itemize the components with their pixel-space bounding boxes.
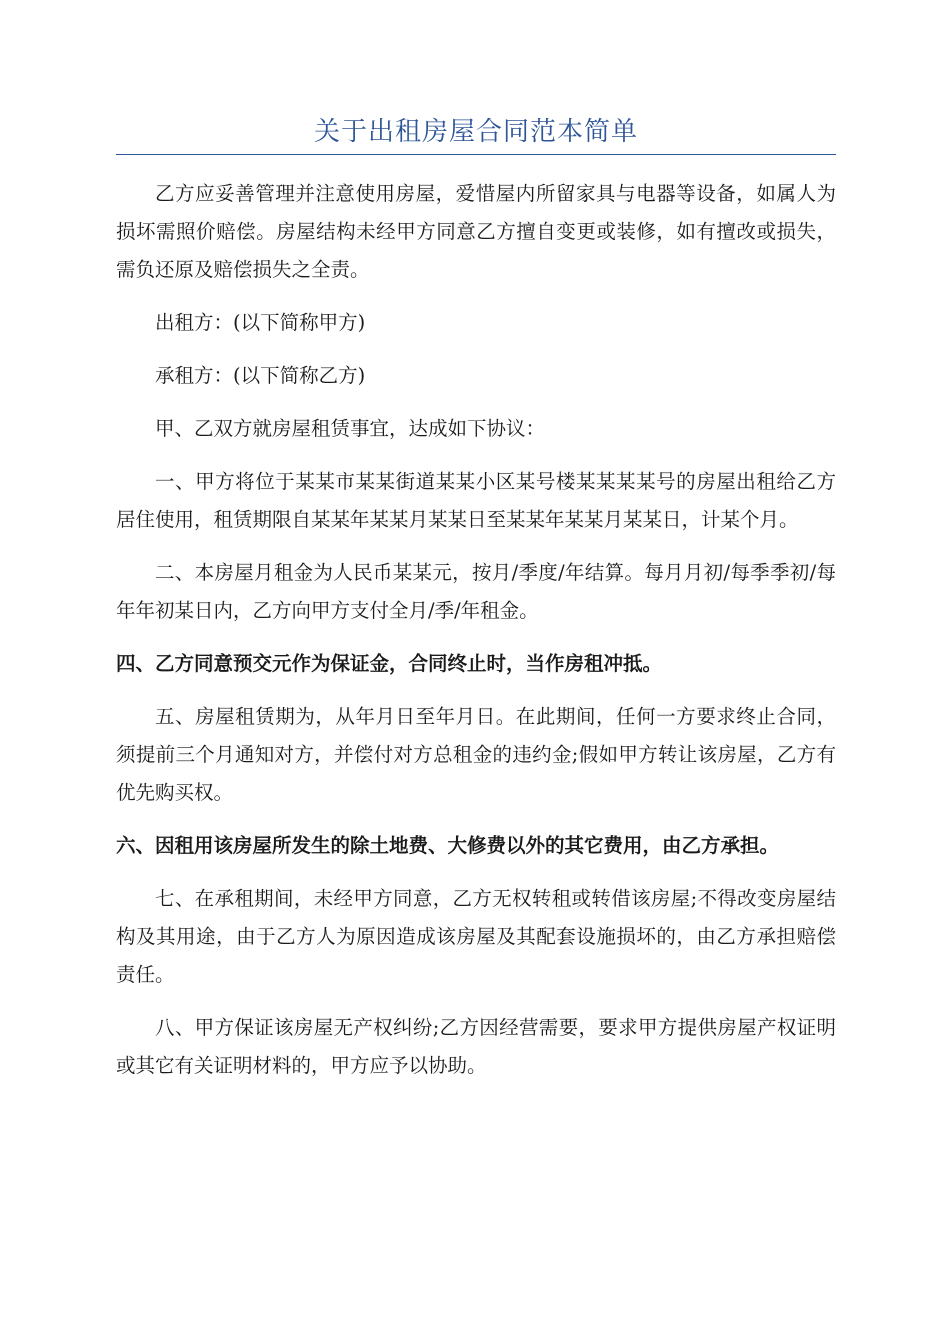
clause-7: 七、在承租期间，未经甲方同意，乙方无权转租或转借该房屋;不得改变房屋结构及其用途，由于乙方人为原因造成该房屋及其配套设施损坏的，由乙方承担赔偿责任。 bbox=[116, 887, 836, 986]
clause-4: 四、乙方同意预交元作为保证金，合同终止时，当作房租冲抵。 bbox=[116, 652, 663, 675]
paragraph-care-of-property: 乙方应妥善管理并注意使用房屋，爱惜屋内所留家具与电器等设备，如属人为损坏需照价赔偿。房屋结构未经甲方同意乙方擅自变更或装修，如有擅改或损失，需负还原及赔偿损失之全责。 bbox=[116, 182, 836, 281]
title-underline bbox=[116, 154, 836, 155]
clause-8: 八、甲方保证该房屋无产权纠纷;乙方因经营需要，要求甲方提供房屋产权证明或其它有关证明材料的，甲方应予以协助。 bbox=[116, 1016, 836, 1077]
paragraph-lessee: 承租方：(以下简称乙方) bbox=[155, 364, 366, 387]
clause-2: 二、本房屋月租金为人民币某某元，按月/季度/年结算。每月月初/每季季初/每年年初某日内，乙方向甲方支付全月/季/年租金。 bbox=[116, 561, 836, 622]
document-title: 关于出租房屋合同范本简单 bbox=[313, 117, 638, 147]
clause-6: 六、因租用该房屋所发生的除土地费、大修费以外的其它费用，由乙方承担。 bbox=[116, 834, 780, 857]
clause-1: 一、甲方将位于某某市某某街道某某小区某号楼某某某某号的房屋出租给乙方居住使用，租赁期限自某某年某某月某某日至某某年某某月某某日，计某个月。 bbox=[116, 470, 836, 531]
document-page bbox=[116, 112, 836, 1085]
paragraph-agreement-intro: 甲、乙双方就房屋租赁事宜，达成如下协议： bbox=[155, 417, 546, 440]
paragraph-lessor: 出租方：(以下简称甲方) bbox=[155, 311, 366, 334]
clause-5: 五、房屋租赁期为，从年月日至年月日。在此期间，任何一方要求终止合同，须提前三个月通知对方，并偿付对方总租金的违约金;假如甲方转让该房屋，乙方有优先购买权。 bbox=[116, 705, 836, 804]
